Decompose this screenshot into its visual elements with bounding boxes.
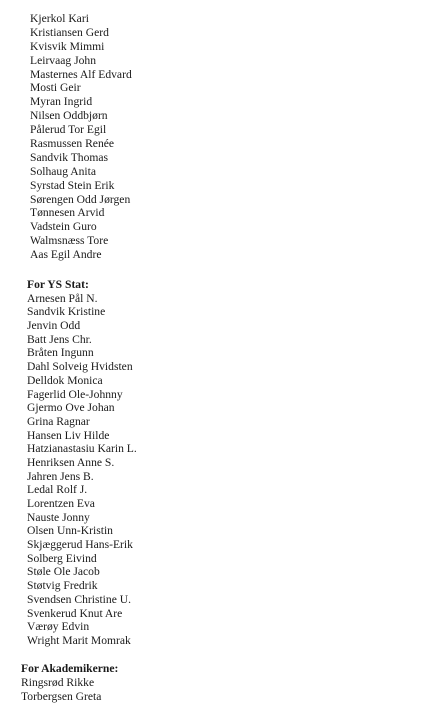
list-item: Arnesen Pål N.	[27, 291, 98, 305]
list-item: Kvisvik Mimmi	[30, 39, 105, 53]
list-item: Gjermo Ove Johan	[27, 401, 115, 415]
list-item: Ledal Rolf J.	[27, 483, 88, 497]
list-item: Wright Marit Momrak	[27, 633, 131, 647]
list-item: Vadstein Guro	[30, 220, 97, 234]
list-item: Delldok Monica	[27, 373, 103, 387]
list-item: Hatzianastasiu Karin L.	[27, 442, 137, 456]
list-item: Solberg Eivind	[27, 551, 97, 565]
list-item: Masternes Alf Edvard	[30, 67, 132, 81]
list-item: Walmsnæss Tore	[30, 234, 109, 248]
list-item: Nilsen Oddbjørn	[30, 109, 108, 123]
list-item: Sandvik Kristine	[27, 305, 106, 319]
list-item: Syrstad Stein Erik	[30, 178, 115, 192]
list-item: Batt Jens Chr.	[27, 332, 92, 346]
list-item: Svenkerud Knut Are	[27, 606, 123, 620]
list-item: Sandvik Thomas	[30, 150, 109, 164]
list-item: Støtvig Fredrik	[27, 579, 98, 593]
ys-stat-section	[27, 278, 137, 648]
list-item: Kristiansen Gerd	[30, 25, 109, 39]
list-item: Lorentzen Eva	[27, 497, 95, 510]
list-item: Skjæggerud Hans-Erik	[27, 538, 133, 552]
list-item: Mosti Geir	[30, 81, 81, 95]
list-item: Dahl Solveig Hvidsten	[27, 360, 133, 374]
list-item: Solhaug Anita	[30, 164, 97, 178]
list-item: Henriksen Anne S.	[27, 455, 115, 469]
section-heading: For Akademikerne:	[21, 662, 119, 675]
section-heading: For YS Stat:	[27, 278, 89, 291]
list-item: Kjerkol Kari	[30, 12, 89, 25]
list-item: Hansen Liv Hilde	[27, 428, 110, 442]
list-item: Myran Ingrid	[30, 95, 93, 109]
list-item: Værøy Edvin	[27, 620, 90, 634]
name-list-continued	[30, 12, 132, 262]
list-item: Støle Ole Jacob	[27, 565, 100, 579]
list-item: Ringsrød Rikke	[21, 675, 95, 689]
list-item: Bråten Ingunn	[27, 346, 94, 360]
list-item: Tønnesen Arvid	[30, 206, 105, 220]
list-item: Fagerlid Ole-Johnny	[27, 387, 123, 401]
list-item: Jenvin Odd	[27, 319, 81, 333]
list-item: Sørengen Odd Jørgen	[30, 192, 131, 206]
list-item: Pålerud Tor Egil	[30, 123, 107, 137]
list-item: Leirvaag John	[30, 53, 96, 67]
list-item: Rasmussen Renée	[30, 137, 115, 151]
list-item: Torbergsen Greta	[21, 689, 102, 703]
list-item: Olsen Unn-Kristin	[27, 524, 113, 538]
list-item: Grina Ragnar	[27, 414, 90, 428]
list-item: Svendsen Christine U.	[27, 592, 132, 606]
akademikerne-section	[21, 662, 118, 704]
list-item: Jahren Jens B.	[27, 469, 94, 483]
list-item: Nauste Jonny	[27, 510, 90, 524]
list-item: Aas Egil Andre	[30, 248, 102, 262]
